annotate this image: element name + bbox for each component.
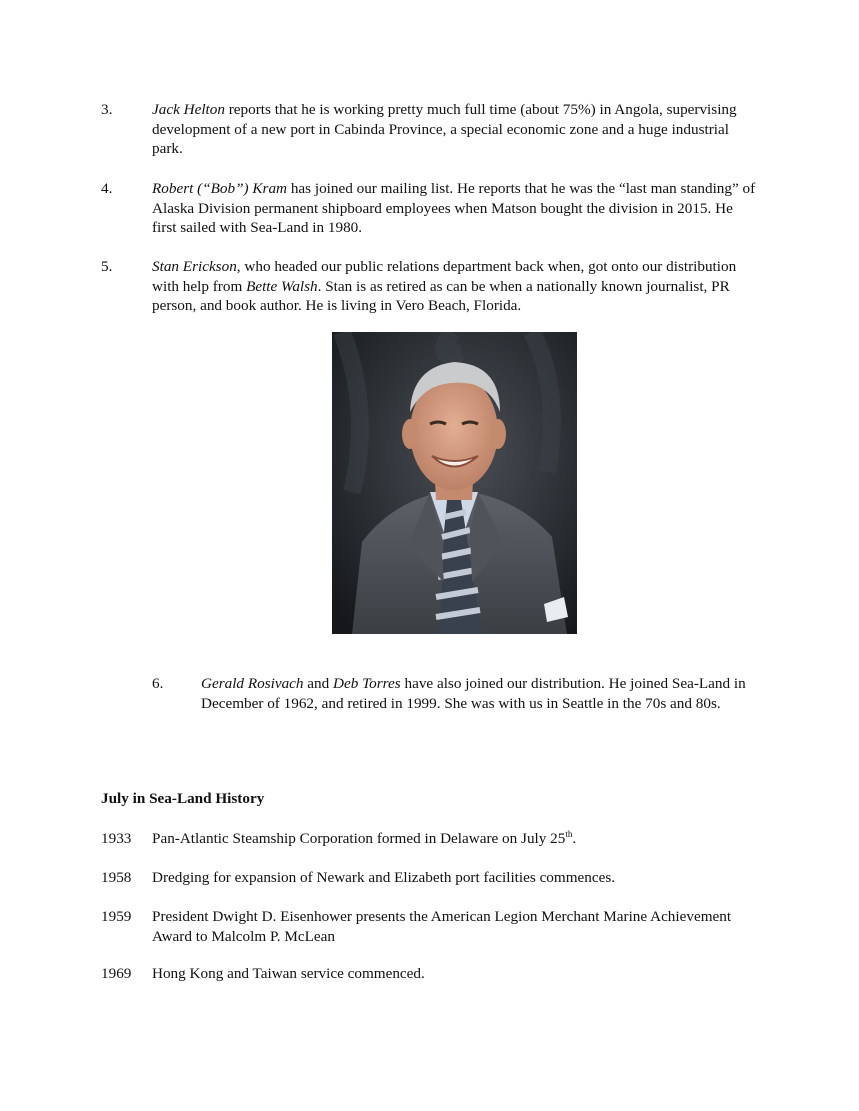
section-heading: July in Sea-Land History — [101, 790, 265, 807]
person-name: Robert (“Bob”) Kram — [152, 180, 288, 197]
person-name: Bette Walsh — [246, 277, 318, 295]
person-name: Gerald Rosivach — [201, 675, 304, 692]
news-item-6 — [152, 674, 772, 713]
item-text — [152, 179, 761, 238]
history-year: 1969 — [101, 965, 132, 982]
ordinal-suffix: th — [565, 828, 573, 839]
item-text — [201, 674, 772, 713]
history-year: 1959 — [101, 908, 132, 925]
item-body: have also joined our distribution. He joined Sea-Land in December of 1962, and retired in 1999. She was with us in Seattle in the 70s and 80s. — [201, 675, 746, 712]
news-item-4 — [101, 179, 761, 238]
portrait-photo — [332, 332, 577, 634]
item-body: and — [303, 675, 334, 692]
news-item-5 — [101, 257, 761, 316]
history-event-tail: . — [572, 830, 577, 847]
person-name: Jack Helton — [152, 101, 225, 118]
item-number: 4. — [101, 180, 113, 197]
item-body: has joined our mailing list. He reports that he was the “last man standing” of Alaska Division permanent shipboard employees when Matson bought the division in 2015. He first sailed with Sea-Land in 1980. — [152, 180, 756, 236]
history-entry — [101, 964, 761, 984]
history-year: 1958 — [101, 869, 132, 886]
item-body: , who headed our public relations department back when, got onto our distribution with help from — [152, 258, 737, 295]
item-number: 3. — [101, 101, 113, 118]
history-entry — [101, 868, 761, 888]
history-event: President Dwight D. Eisenhower presents the American Legion Merchant Marine Achievement Award to Malcolm P. McLean — [152, 908, 732, 945]
history-event — [152, 829, 761, 849]
item-body: reports that he is working pretty much full time (about 75%) in Angola, supervising development of a new port in Cabinda Province, a special economic zone and a huge industrial park. — [152, 101, 737, 157]
person-name: Deb Torres — [333, 675, 401, 692]
item-body: . Stan is as retired as can be when a nationally known journalist, PR person, and book author. He is living in Vero Beach, Florida. — [152, 277, 730, 314]
item-number: 6. — [152, 675, 164, 692]
news-item-3 — [101, 100, 761, 159]
history-year: 1933 — [101, 830, 132, 847]
item-text — [152, 257, 761, 316]
history-entry — [101, 829, 761, 849]
item-number: 5. — [101, 258, 113, 275]
history-entry — [101, 907, 761, 946]
history-event: Hong Kong and Taiwan service commenced. — [152, 965, 425, 982]
item-text — [152, 100, 761, 159]
history-event-text: Pan-Atlantic Steamship Corporation formed in Delaware on July 25 — [152, 830, 566, 847]
person-name: Stan Erickson — [152, 258, 237, 275]
history-event: Dredging for expansion of Newark and Elizabeth port facilities commences. — [152, 869, 616, 886]
